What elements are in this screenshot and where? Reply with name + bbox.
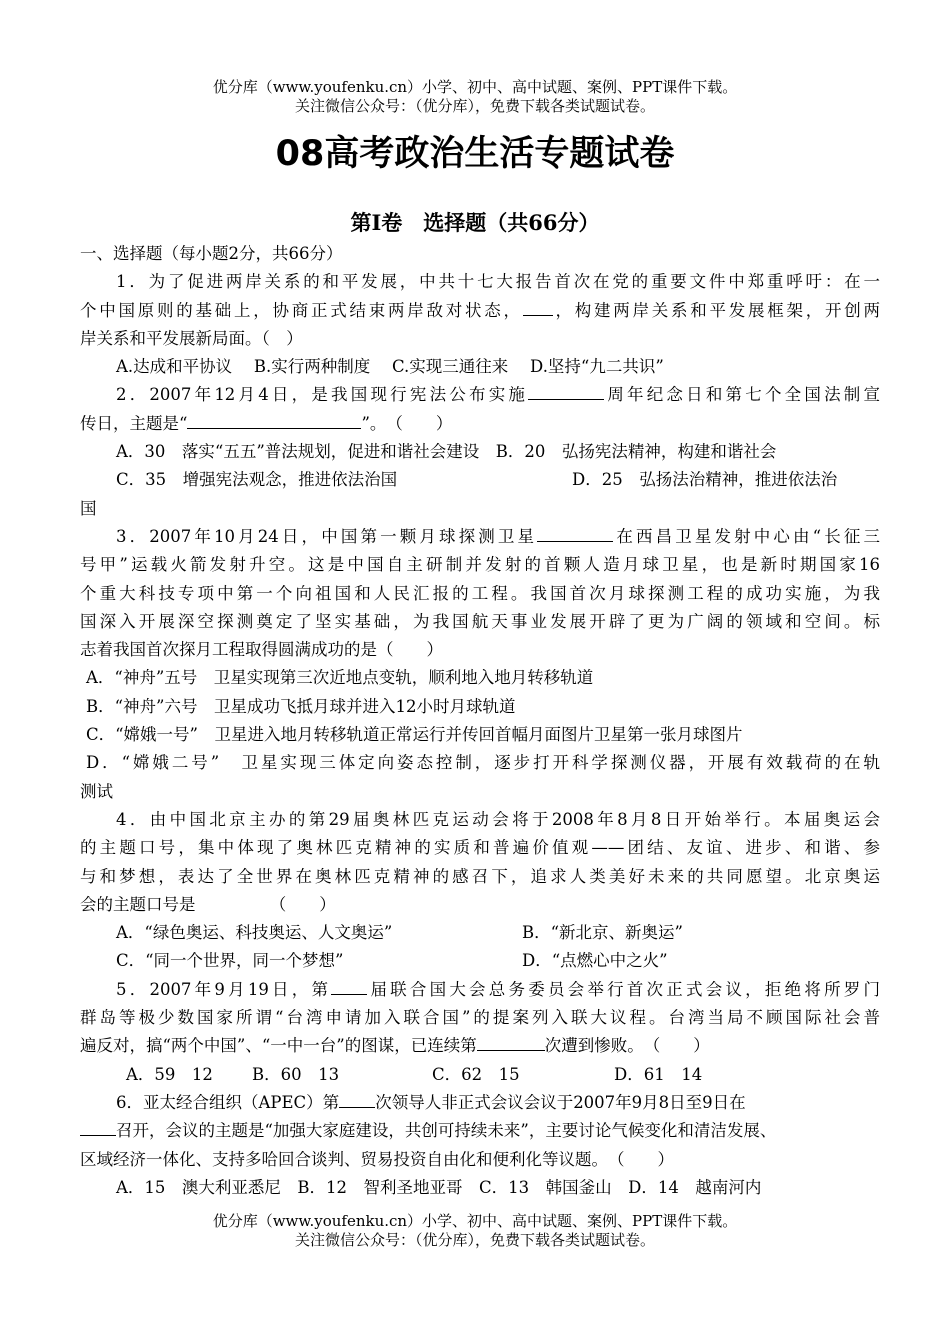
q6-options: A．15 澳大利亚悉尼 B．12 智利圣地亚哥 C．13 韩国釜山 D．14 越南河内 xyxy=(116,1177,762,1197)
q3-line-5: 志着我国首次探月工程取得圆满成功的是（ ） xyxy=(80,640,443,660)
q6-blank-2 xyxy=(80,1117,116,1136)
q1-blank xyxy=(523,297,553,316)
q2-option-c-d xyxy=(80,466,880,494)
q4-option-a: A．“绿色奥运、科技奥运、人文奥运” xyxy=(116,923,393,943)
q4-option-b: B．“新北京、新奥运” xyxy=(522,923,683,943)
q2-option-d: D．25 弘扬法治精神，推进依法治 xyxy=(572,470,838,490)
page-header xyxy=(0,78,950,116)
q3-option-a: A．“神舟”五号 卫星实现第三次近地点变轨，顺利地入地月转移轨道 xyxy=(86,668,594,688)
q5-option-a: A．59 12 xyxy=(126,1064,213,1084)
q5-blank-1 xyxy=(331,976,367,995)
q5-option-d: D．61 14 xyxy=(614,1064,703,1084)
exam-content xyxy=(80,240,880,1202)
q3-option-d: D．“嫦娥二号” 卫星实现三体定向姿态控制，逐步打开科学探测仪器，开展有效载荷的在轨 xyxy=(86,753,880,773)
q4-options-c-d xyxy=(80,947,880,975)
q1-line-2: 个中国原则的基础上，协商正式结束两岸敌对状态， ，构建两岸关系和平发展框架，开创两 xyxy=(80,297,880,325)
q4-line-4: 会的主题口号是 （ ） xyxy=(80,894,336,914)
q3-line-4: 国深入开展深空探测奠定了坚实基础，为我国航天事业发展开辟了更为广阔的领域和空间。标 xyxy=(80,611,880,631)
header-line-2: 关注微信公众号：（优分库），免费下载各类试题试卷。 xyxy=(294,97,655,115)
q5-options xyxy=(80,1061,880,1089)
q5-line-1: 5．2007年9月19日，第 届联合国大会总务委员会举行首次正式会议，拒绝将所罗门 xyxy=(80,976,880,1004)
q4-options-a-b xyxy=(80,919,880,947)
q4-option-c: C．“同一个世界，同一个梦想” xyxy=(116,951,344,971)
q3-option-d-cont: 测试 xyxy=(80,781,113,801)
q2-option-a-b: A．30 落实“五五”普法规划，促进和谐社会建设 B．20 弘扬宪法精神，构建和谐社会 xyxy=(116,442,777,462)
q4-line-2: 的主题口号，集中体现了奥林匹克精神的实质和普遍价值观——团结、友谊、进步、和谐、参 xyxy=(80,838,880,858)
q2-option-c: C．35 增强宪法观念，推进依法治国 xyxy=(116,470,398,490)
q5-option-c: C．62 15 xyxy=(432,1064,520,1084)
page-footer xyxy=(0,1212,950,1250)
q1-line-1: 1．为了促进两岸关系的和平发展，中共十七大报告首次在党的重要文件中郑重呼吁：在一 xyxy=(116,272,880,292)
q6-line-1: 6．亚太经合组织（APEC）第 次领导人非正式会议会议于2007年9月8日至9日在 xyxy=(80,1089,880,1117)
q3-line-1: 3．2007年10月24日，中国第一颗月球探测卫星 在西昌卫星发射中心由“长征三 xyxy=(80,523,880,551)
q1-line-3: 岸关系和平发展新局面。（ ） xyxy=(80,328,303,348)
q1-options: A.达成和平协议 B.实行两种制度 C.实现三通往来 D.坚持“九二共识” xyxy=(116,357,664,377)
q6-line-2: 召开，会议的主题是“加强大家庭建设，共创可持续未来”，主要讨论气候变化和清洁发展、 xyxy=(80,1117,880,1145)
q5-option-b: B．60 13 xyxy=(252,1064,340,1084)
q6-line-3: 区域经济一体化、支持多哈回合谈判、贸易投资自由化和便利化等议题。 （ ） xyxy=(80,1149,674,1169)
q4-line-3: 与和梦想，表达了全世界在奥林匹克精神的感召下，追求人类美好未来的共同愿望。北京奥运 xyxy=(80,866,880,886)
footer-line-2: 关注微信公众号：（优分库），免费下载各类试题试卷。 xyxy=(294,1231,655,1249)
q2-option-d-cont: 国 xyxy=(80,498,97,518)
q4-option-d: D．“点燃心中之火” xyxy=(522,951,668,971)
q3-option-b: B．“神舟”六号 卫星成功飞抵月球并进入12小时月球轨道 xyxy=(86,696,516,716)
section-title: 一、选择题（每小题2分，共66分） xyxy=(80,244,343,263)
q2-blank-1 xyxy=(528,381,604,400)
document-title: 08高考政治生活专题试卷 xyxy=(275,134,675,174)
part-title: 第Ⅰ卷 选择题（共66分） xyxy=(350,210,600,235)
q5-blank-2 xyxy=(477,1032,545,1051)
q3-option-c: C．“嫦娥一号” 卫星进入地月转移轨道正常运行并传回首幅月面图片卫星第一张月球图片 xyxy=(86,725,743,745)
q3-line-3: 个重大科技专项中第一个向祖国和人民汇报的工程。我国首次月球探测工程的成功实施，为我 xyxy=(80,583,880,603)
footer-line-1: 优分库（www.youfenku.cn）小学、初中、高中试题、案例、PPT课件下载。 xyxy=(212,1212,738,1230)
q5-line-2: 群岛等极少数国家所谓“台湾申请加入联合国”的提案列入联大议程。台湾当局不顾国际社会普 xyxy=(80,1008,880,1028)
q5-line-3: 遍反对，搞“两个中国”、“一中一台”的图谋，已连续第 次遭到惨败。 （ ） xyxy=(80,1032,880,1060)
q4-line-1: 4．由中国北京主办的第29届奥林匹克运动会将于2008年8月8日开始举行。本届奥运会 xyxy=(116,809,880,829)
header-line-1: 优分库（www.youfenku.cn）小学、初中、高中试题、案例、PPT课件下载。 xyxy=(212,78,738,96)
q3-blank xyxy=(537,523,613,542)
q2-blank-2 xyxy=(187,410,361,429)
q3-line-2: 号甲”运载火箭发射升空。这是中国自主研制并发射的首颗人造月球卫星，也是新时期国家16 xyxy=(80,555,880,575)
q2-line-2: 传日，主题是“ ”。 （ ） xyxy=(80,410,880,438)
q2-line-1: 2．2007年12月4日，是我国现行宪法公布实施 周年纪念日和第七个全国法制宣 xyxy=(80,381,880,409)
q6-blank-1 xyxy=(339,1089,375,1108)
